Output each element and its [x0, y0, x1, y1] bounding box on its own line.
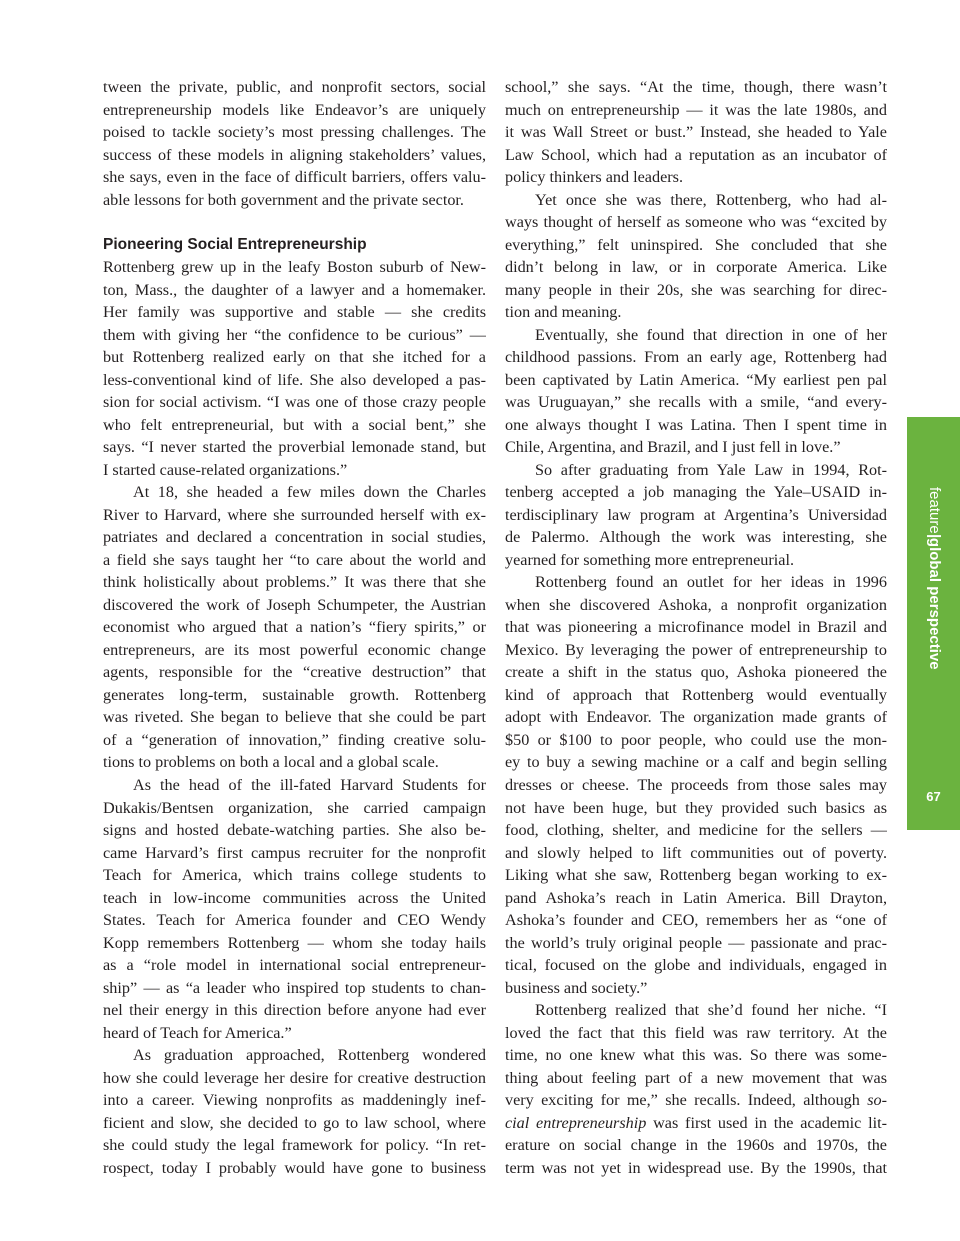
text-line: agents, responsible for the “creative destruction” that [103, 663, 486, 682]
text-line: who felt entrepreneurial, but with a social bent,” she [103, 415, 486, 434]
text-line: business and society.” [505, 978, 648, 997]
text-line: one always thought I was Latina. Then I spent time in [505, 415, 887, 434]
text-line: adopt with Endeavor. The organization made grants of [505, 708, 887, 727]
text-line: Teach for America, which trains college students to [103, 866, 486, 885]
text-line: patriates and declared a concentration in social studies, [103, 528, 486, 547]
text-line: Ashoka’s founder and CEO, remembers her as “one of [505, 911, 887, 930]
text-line: generates long-term, sustainable growth. Rottenberg [103, 685, 486, 704]
text-line: tical, focused on the globe and individuals, engaged in [505, 956, 887, 975]
section-topic: global perspective [926, 537, 943, 670]
text-line: food, clothing, shelter, and medicine for the sellers — [505, 821, 887, 840]
text-line: a field she says taught her “to care about the world and [103, 550, 486, 569]
section-name: feature [926, 487, 943, 534]
article-paragraph [505, 459, 887, 572]
text-line: but Rottenberg realized early on that she itched for a [103, 348, 486, 367]
text-line: of a “generation of innovation,” finding creative solu- [103, 730, 486, 749]
text-line: says. “I never started the proverbial lemonade stand, but [103, 438, 486, 457]
article-paragraph [505, 76, 887, 189]
text-line: childhood passions. From an early age, Rottenberg had [505, 348, 887, 367]
text-line: how she could leverage her desire for creative destruction [103, 1068, 486, 1087]
italic-text: cial entrepreneurship [505, 1113, 647, 1132]
text-line: Yet once she was there, Rottenberg, who had al- [535, 190, 887, 209]
article-paragraph [505, 324, 887, 459]
text-line: Dukakis/Bentsen organization, she carried campaign [103, 798, 486, 817]
text-line: I started cause-related organizations.” [103, 460, 348, 479]
text-line: as a “role model in international social entrepreneur- [103, 956, 486, 975]
text-line: At 18, she headed a few miles down the Charles [133, 483, 486, 502]
text-line: that was pioneering a microfinance model in Brazil and [505, 618, 887, 637]
text-run: was first used in the academic lit- [646, 1113, 887, 1132]
text-line: tion and meaning. [505, 303, 622, 322]
text-line: Her family was supportive and stable — she credits [103, 303, 486, 322]
text-line: ey to buy a sewing machine or a calf and begin selling [505, 753, 887, 772]
text-line: heard of Teach for America.” [103, 1023, 292, 1042]
text-line: As graduation approached, Rottenberg wondered [133, 1046, 486, 1065]
text-line: school,” she says. “At the time, though, there wasn’t [505, 78, 887, 96]
text-line: tions to problems on both a local and a global scale. [103, 753, 439, 772]
text-line: the world’s truly original people — passionate and prac- [505, 933, 887, 952]
article-paragraph [103, 1044, 486, 1179]
article-paragraph [103, 774, 486, 1044]
text-line: Rottenberg found an outlet for her ideas in 1996 [535, 573, 887, 592]
text-line: term was not yet in widespread use. By the 1990s, that [505, 1158, 887, 1177]
article-paragraph [505, 571, 887, 999]
text-line: ship” — as “a leader who inspired top students to chan- [103, 978, 486, 997]
text-line: time, no one knew what this was. So there was some- [505, 1046, 887, 1065]
text-line: many people in their 20s, she was searching for direc- [505, 280, 887, 299]
text-line: discovered the work of Joseph Schumpeter, the Austrian [103, 595, 486, 614]
text-line: teach in low-income communities across the United [103, 888, 486, 907]
section-tab-label [924, 487, 944, 670]
section-separator: | [926, 533, 943, 538]
text-line: River to Harvard, where she surrounded herself with ex- [103, 505, 486, 524]
text-line: yearned for something more entrepreneurial. [505, 550, 795, 569]
text-line: success of these models in aligning stakeholders’ values, [103, 145, 486, 164]
text-line: ways thought of herself as someone who was “excited by [505, 213, 887, 232]
text-line: it was Wall Street or bust.” Instead, she headed to Yale [505, 123, 887, 142]
text-line: was Uruguayan,” she recalls with a smile, “and every- [505, 393, 887, 412]
text-line: Rottenberg realized that she’d found her niche. “I [535, 1001, 887, 1020]
article-paragraph [103, 256, 486, 481]
text-line: didn’t belong in law, or in corporate America. Like [505, 258, 887, 277]
text-line: much on entrepreneurship — it was the late 1980s, and [505, 100, 887, 119]
text-line: Rottenberg grew up in the leafy Boston suburb of New- [103, 258, 486, 277]
text-line: entrepreneurs, are its most powerful economic change [103, 640, 486, 659]
article-column-left [103, 76, 486, 1179]
section-tab [907, 417, 960, 830]
text-line: $50 or $100 to poor people, who could use the mon- [505, 730, 887, 749]
article-paragraph [505, 189, 887, 324]
article-paragraph [505, 999, 887, 1179]
article-paragraph [103, 481, 486, 774]
text-line: Eventually, she found that direction in one of her [535, 325, 887, 344]
text-line: As the head of the ill-fated Harvard Students for [133, 775, 486, 794]
text-line: she could study the legal framework for policy. “In ret- [103, 1136, 486, 1155]
article-paragraph [103, 76, 486, 211]
text-line: signs and hosted debate-watching parties. She also be- [103, 821, 486, 840]
text-line [505, 1112, 887, 1135]
text-line [505, 1089, 887, 1112]
section-heading: Pioneering Social Entrepreneurship [103, 235, 367, 253]
text-run: very exciting for me,” she recalls. Indeed, although [505, 1091, 868, 1110]
text-line: de Palermo. Although the work was interesting, she [505, 528, 887, 547]
text-line: economist who argued that a nation’s “fiery spirits,” or [103, 618, 486, 637]
text-line: able lessons for both government and the private sector. [103, 190, 464, 209]
text-line: everything,” felt uninspired. She concluded that she [505, 235, 887, 254]
text-line: poised to tackle society’s most pressing challenges. The [103, 123, 486, 142]
text-line: them with giving her “the confidence to be curious” — [103, 325, 486, 344]
article-column-right [505, 76, 887, 1179]
text-line: she says, even in the face of difficult barriers, offers valu- [103, 168, 486, 187]
text-line: tenberg accepted a job managing the Yale–USAID in- [505, 483, 887, 502]
text-line: nel their energy in this direction before anyone had ever [103, 1001, 486, 1020]
text-line: Mexico. By leveraging the power of entrepreneurship to [505, 640, 887, 659]
text-line: was riveted. She began to believe that she could be part [103, 708, 486, 727]
text-line: rospect, today I probably would have gone to business [103, 1158, 486, 1177]
text-line: not have been huge, but they provided such basics as [505, 798, 887, 817]
text-line: pand Ashoka’s reach in Latin America. Bill Drayton, [505, 888, 887, 907]
text-line: So after graduating from Yale Law in 1994, Rot- [535, 460, 887, 479]
text-line: ficient and slow, she decided to go to law school, where [103, 1113, 486, 1132]
text-line: loved the fact that this field was raw territory. At the [505, 1023, 887, 1042]
text-line: entrepreneurship models like Endeavor’s are uniquely [103, 100, 486, 119]
text-line: and slowly helped to lift communities out of poverty. [505, 843, 887, 862]
text-line: policy thinkers and leaders. [505, 168, 684, 187]
text-line: Chile, Argentina, and Brazil, and I just fell in love.” [505, 438, 841, 457]
text-line: Kopp remembers Rottenberg — whom she today hails [103, 933, 486, 952]
text-line: tween the private, public, and nonprofit sectors, social [103, 78, 486, 96]
text-line: create a shift in the status quo, Ashoka pioneered the [505, 663, 887, 682]
page-number: 67 [926, 789, 941, 804]
text-line: thing about feeling part of a new movement that was [505, 1068, 887, 1087]
text-line: sion for social activism. “I was one of those crazy people [103, 393, 486, 412]
text-line: erature on social change in the 1960s and 1970s, the [505, 1136, 887, 1155]
text-line: less-conventional kind of life. She also developed a pas- [103, 370, 486, 389]
text-line: into a career. Viewing nonprofits as maddeningly inef- [103, 1091, 486, 1110]
text-line: States. Teach for America founder and CEO Wendy [103, 911, 486, 930]
text-line: terdisciplinary law program at Argentina’s Universidad [505, 505, 887, 524]
text-line: ton, Mass., the daughter of a lawyer and a homemaker. [103, 280, 486, 299]
text-line: Liking what she saw, Rottenberg began working to ex- [505, 866, 887, 885]
text-line: been captivated by Latin America. “My earliest pen pal [505, 370, 887, 389]
text-line: came Harvard’s first campus recruiter for the nonprofit [103, 843, 486, 862]
text-line: kind of approach that Rottenberg would eventually [505, 685, 887, 704]
text-line: dresses or cheese. The proceeds from those sales may [505, 775, 887, 794]
text-line: when she discovered Ashoka, a nonprofit organization [505, 595, 887, 614]
text-line: Law School, which had a reputation as an incubator of [505, 145, 887, 164]
italic-text: so- [867, 1091, 887, 1110]
text-line: think holistically about problems.” It was there that she [103, 573, 486, 592]
